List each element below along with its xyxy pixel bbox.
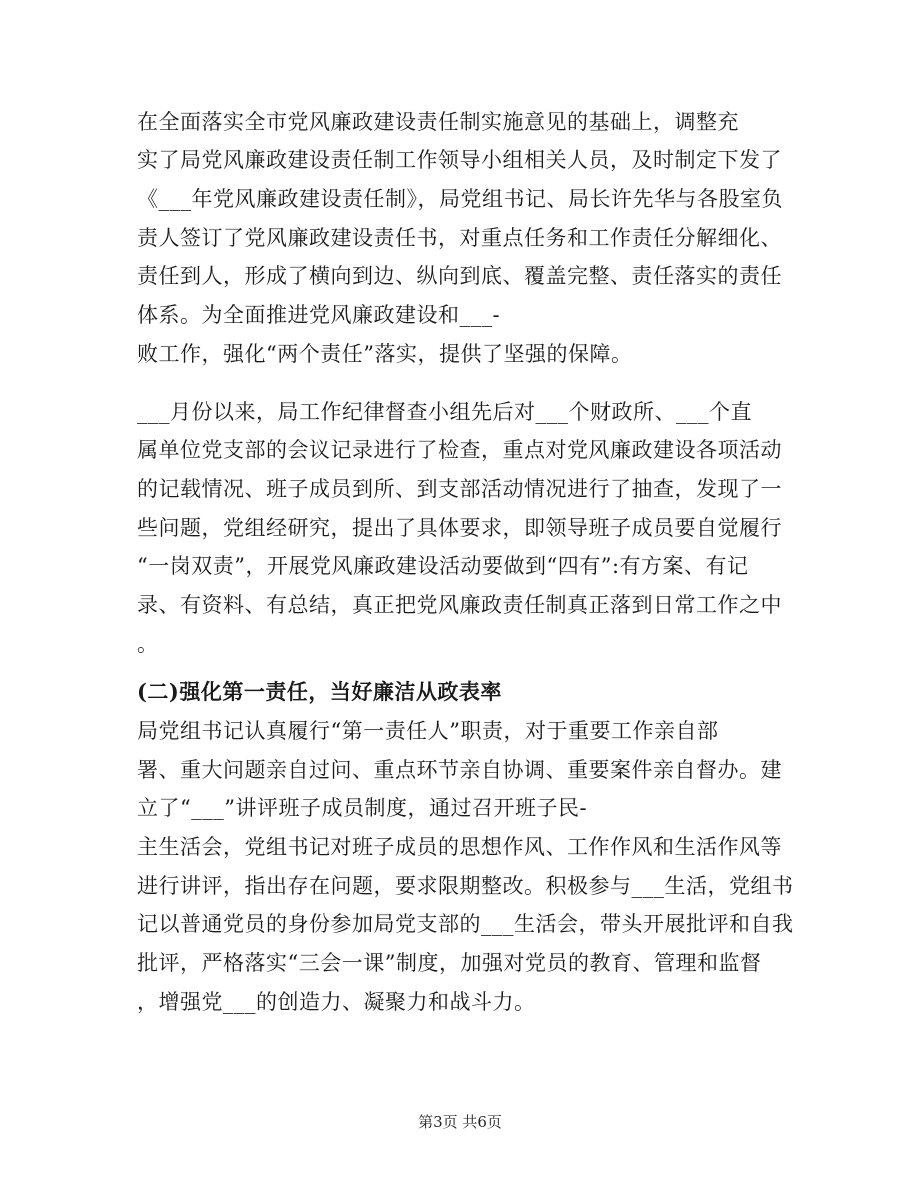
text-line: 主生活会，党组书记对班子成员的思想作风、工作作风和生活作风等 (137, 835, 782, 859)
text-line: 局党组书记认真履行“第一责任人”职责，对于重要工作亲自部 (137, 719, 719, 743)
text-line: 批评，严格落实“三会一课”制度，加强对党员的教育、管理和监督 (137, 951, 762, 975)
text-line: 录、有资料、有总结，真正把党风廉政责任制真正落到日常工作之中 (137, 593, 782, 617)
page-number: 第3页 共6页 (418, 1113, 502, 1131)
text-line: 立了“___”讲评班子成员制度，通过召开班子民- (137, 796, 588, 820)
text-line: ，增强党___的创造力、凝聚力和战斗力。 (137, 990, 536, 1014)
text-line: 些问题，党组经研究，提出了具体要求，即领导班子成员要自觉履行 (137, 516, 782, 540)
text-line: 责人签订了党风廉政建设责任书，对重点任务和工作责任分解细化、 (137, 226, 782, 250)
text-line: 的记载情况、班子成员到所、到支部活动情况进行了抽查，发现了一 (137, 477, 782, 501)
text-line: 实了局党风廉政建设责任制工作领导小组相关人员，及时制定下发了 (137, 148, 782, 172)
text-line: “一岗双责”，开展党风廉政建设活动要做到“四有”:有方案、有记 (137, 554, 749, 578)
section-heading: (二)强化第一责任，当好廉洁从政表率 (137, 679, 502, 704)
text-line: 属单位党支部的会议记录进行了检查，重点对党风廉政建设各项活动 (137, 438, 782, 462)
text-line: 责任到人，形成了横向到边、纵向到底、覆盖完整、责任落实的责任 (137, 264, 782, 288)
text-line: 《___年党风廉政建设责任制》，局党组书记、局长许先华与各股室负 (137, 187, 783, 211)
text-line: 署、重大问题亲自过问、重点环节亲自协调、重要案件亲自督办。建 (137, 758, 782, 782)
text-line: 进行讲评，指出存在问题，要求限期整改。积极参与___生活，党组书 (137, 874, 794, 898)
text-line: ___月份以来，局工作纪律督查小组先后对___个财政所、___个直 (137, 400, 752, 424)
text-line: 在全面落实全市党风廉政建设责任制实施意见的基础上，调整充 (137, 110, 739, 134)
text-line: 记以普通党员的身份参加局党支部的___生活会，带头开展批评和自我 (137, 912, 794, 936)
text-line: 。 (137, 632, 159, 656)
text-line: 败工作，强化“两个责任”落实，提供了坚强的保障。 (137, 342, 633, 366)
text-line: 体系。为全面推进党风廉政建设和___- (137, 303, 501, 327)
